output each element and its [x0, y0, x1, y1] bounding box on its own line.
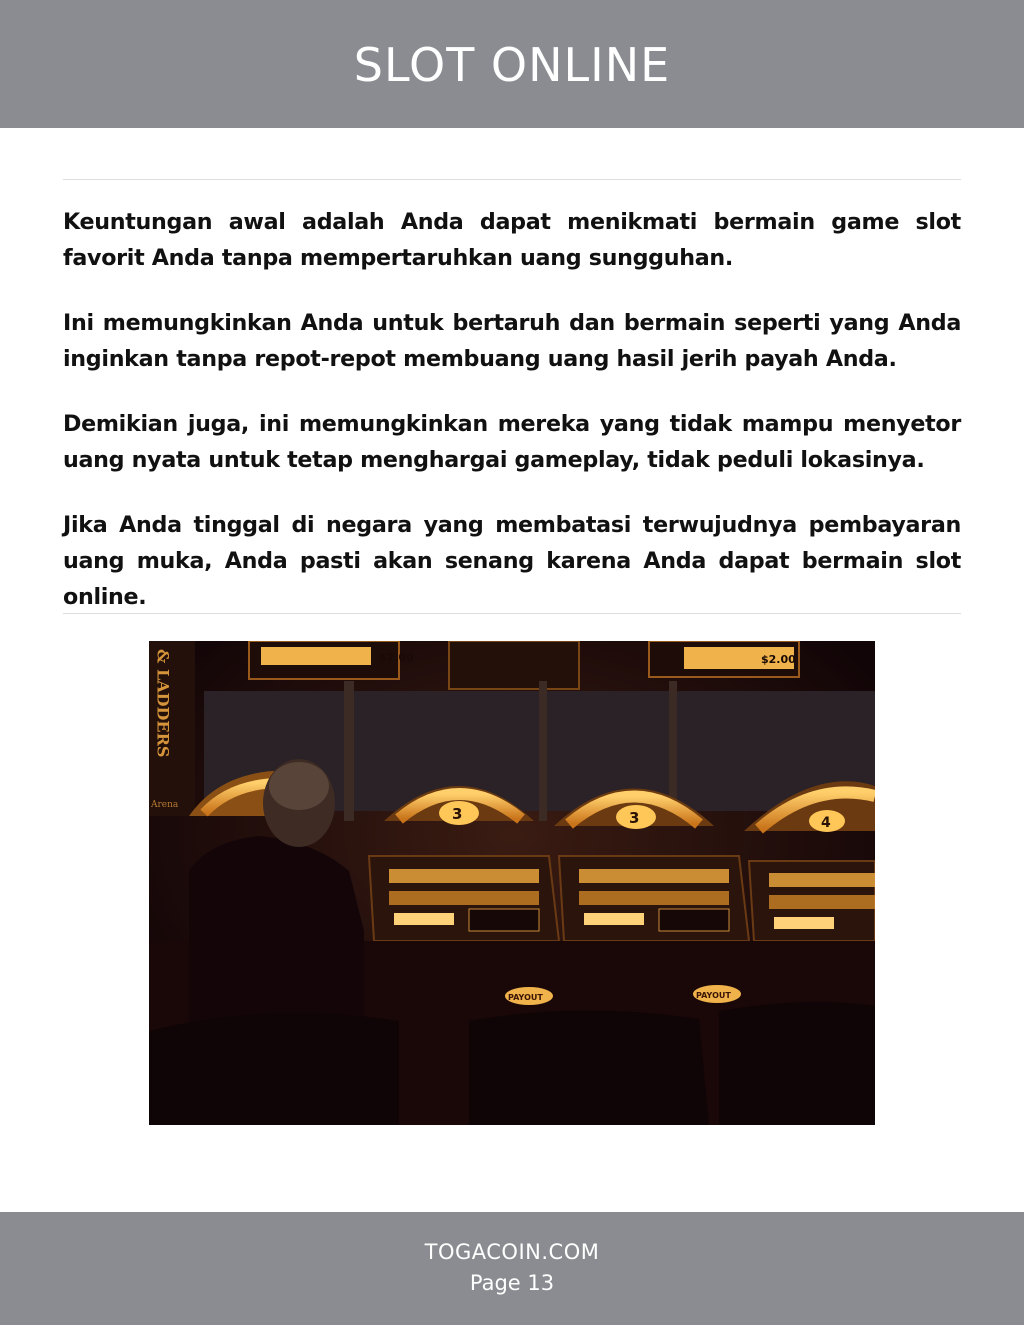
paragraph-4: Jika Anda tinggal di negara yang membatasi terwujudnya pembayaran uang muka, Anda pasti akan senang karena Anda dapat bermain slot online. — [63, 512, 961, 610]
machine-console-1 — [369, 856, 559, 941]
machine-console-3 — [749, 861, 875, 941]
bottom-divider — [63, 613, 961, 614]
article-body — [63, 204, 961, 644]
page-title: SLOT ONLINE — [353, 38, 671, 92]
paragraph-3: Demikian juga, ini memungkinkan mereka yang tidak mampu menyetor uang nyata untuk tetap menghargai gameplay, tidak peduli lokasinya. — [63, 411, 961, 473]
machine-number-3: 4 — [821, 815, 831, 831]
footer-site: TOGACOIN.COM — [424, 1240, 600, 1264]
sign-subtext: Arena — [151, 800, 179, 810]
payout-button-1 — [505, 987, 553, 1005]
machine-number-1: 3 — [452, 805, 463, 823]
machine-console-2 — [559, 856, 749, 941]
page-header — [0, 0, 1024, 128]
top-divider — [63, 179, 961, 180]
paragraph-2: Ini memungkinkan Anda untuk bertaruh dan bermain seperti yang Anda inginkan tanpa repot-repot membuang uang hasil jerih payah Anda. — [63, 310, 961, 372]
sign-text: & LADDERS — [153, 649, 173, 758]
paragraph-1: Keuntungan awal adalah Anda dapat menikmati bermain game slot favorit Anda tanpa mempertaruhkan uang sungguhan. — [63, 209, 961, 271]
ladders-sign — [149, 641, 195, 816]
page-footer — [0, 1212, 1024, 1325]
machine-number-2: 3 — [629, 809, 640, 827]
top-display-left — [249, 641, 414, 679]
display-price-2: $2.00 — [761, 653, 796, 666]
payout-label-2: PAYOUT — [696, 991, 731, 1000]
payout-label-1: PAYOUT — [508, 993, 543, 1002]
display-price-1: $2.00 — [379, 651, 414, 664]
slot-machines-photo — [149, 641, 875, 1125]
page-number: Page 13 — [469, 1271, 555, 1295]
payout-button-2 — [693, 985, 741, 1003]
